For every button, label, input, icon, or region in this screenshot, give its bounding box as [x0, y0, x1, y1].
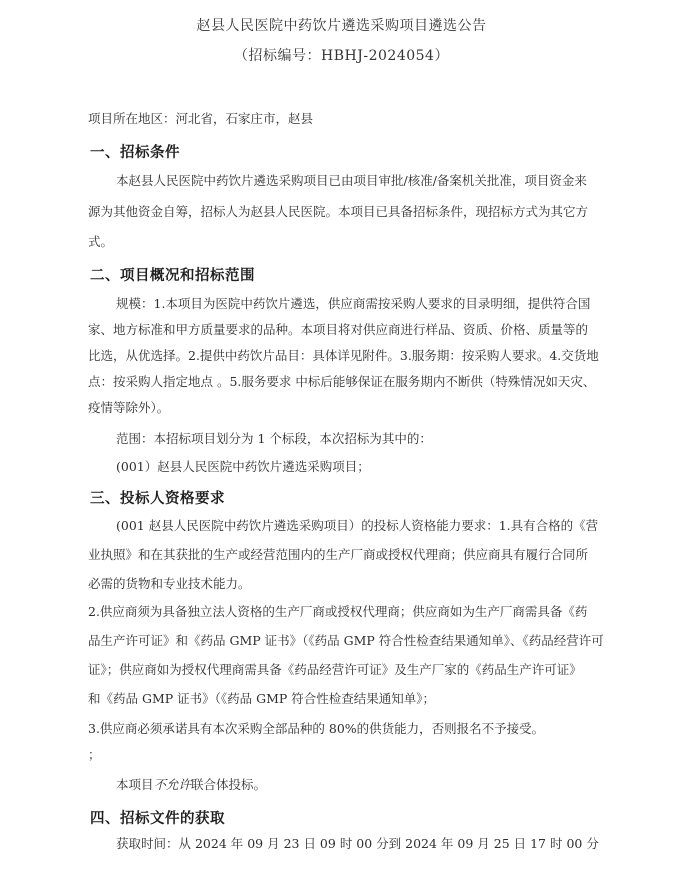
- consortium-not-allowed: 不允许: [153, 777, 192, 792]
- consortium-statement: [116, 776, 636, 794]
- section-heading-bidder-qualifications: 三、投标人资格要求: [90, 490, 225, 507]
- paragraph-line: 2.供应商须为具备独立法人资格的生产厂商或授权代理商；供应商如为生产厂商需具备《药: [88, 604, 588, 619]
- lot-item: (001）赵县人民医院中药饮片遴选采购项目；: [116, 459, 370, 474]
- section-heading-project-overview: 二、项目概况和招标范围: [90, 267, 255, 284]
- consortium-suffix: 联合体投标。: [191, 777, 267, 792]
- paragraph-line: 比选，从优选择。2.提供中药饮片品目：具体详见附件。3.服务期：按采购人要求。4.交货地: [88, 348, 599, 363]
- project-region: 项目所在地区：河北省，石家庄市，赵县: [88, 111, 314, 126]
- paragraph-line: 式。: [88, 234, 114, 249]
- bid-number: （招标编号：HBHJ-2024054）: [234, 48, 449, 64]
- section-heading-bid-conditions: 一、招标条件: [90, 144, 180, 161]
- scope-text: 范围：本招标项目划分为 1 个标段，本次招标为其中的：: [116, 431, 432, 446]
- paragraph-line: 疫情等除外）。: [88, 400, 170, 415]
- paragraph-line: 规模：1.本项目为医院中药饮片遴选，供应商需按采购人要求的目录明细，提供符合国: [116, 296, 591, 311]
- stray-semicolon: ；: [88, 747, 101, 762]
- paragraph-line: 品生产许可证》和《药品 GMP 证书》（《药品 GMP 符合性检查结果通知单》、《药品经营许可: [88, 633, 604, 648]
- acquisition-time: 获取时间：从 2024 年 09 月 23 日 09 时 00 分到 2024 年 09 月 25 日 17 时 00 分: [116, 836, 599, 851]
- paragraph-line: (001 赵县人民医院中药饮片遴选采购项目）的投标人资格能力要求：1.具有合格的《营: [116, 518, 599, 533]
- paragraph-line: 必需的货物和专业技术能力。: [88, 576, 251, 591]
- paragraph-line: 本赵县人民医院中药饮片遴选采购项目已由项目审批/核准/备案机关批准，项目资金来: [116, 173, 587, 188]
- paragraph-line: 点：按采购人指定地点 。5.服务要求 中标后能够保证在服务期内不断供（特殊情况如天灾、: [88, 374, 596, 389]
- paragraph-line: 源为其他资金自筹，招标人为赵县人民医院。本项目已具备招标条件，现招标方式为其它方: [88, 204, 589, 219]
- consortium-prefix: 本项目: [116, 777, 154, 792]
- section-heading-document-acquisition: 四、招标文件的获取: [90, 810, 225, 827]
- paragraph-line: 业执照》和在其获批的生产或经营范围内的生产厂商或授权代理商；供应商具有履行合同所: [88, 547, 589, 562]
- paragraph-line: 3.供应商必须承诺具有本次采购全部品种的 80%的供货能力，否则报名不予接受。: [88, 721, 545, 736]
- paragraph-line: 证》；供应商如为授权代理商需具备《药品经营许可证》及生产厂家的《药品生产许可证》: [88, 662, 582, 677]
- paragraph-line: 家、地方标准和甲方质量要求的品种。本项目将对供应商进行样品、资质、价格、质量等的: [88, 322, 589, 337]
- page-title: 赵县人民医院中药饮片遴选采购项目遴选公告: [196, 18, 487, 34]
- paragraph-line: 和《药品 GMP 证书》（《药品 GMP 符合性检查结果通知单》；: [88, 691, 436, 706]
